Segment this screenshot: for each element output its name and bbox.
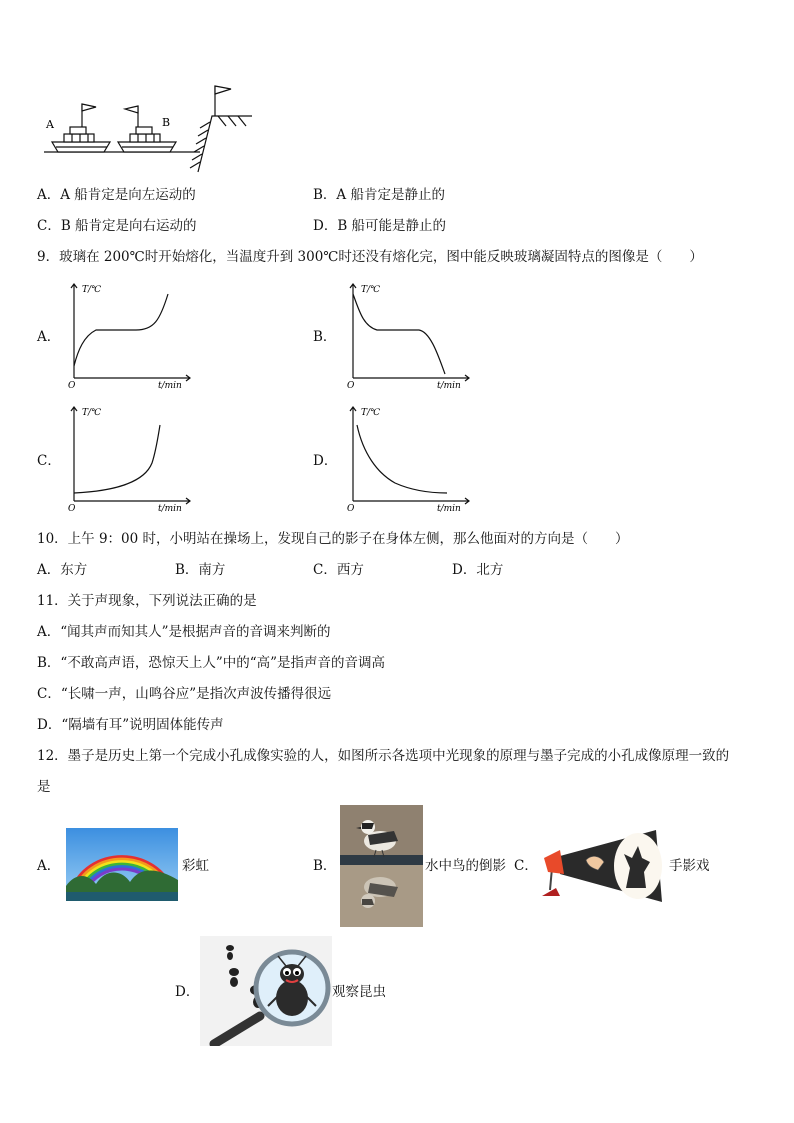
magnifier-insect-image bbox=[200, 936, 332, 1046]
y-axis-label: T/℃ bbox=[361, 408, 381, 418]
q12-caption-b: 水中鸟的倒影 bbox=[425, 858, 506, 874]
q11-option-b[interactable]: B．“不敢高声语，恐惊天上人”中的“高”是指声音的音调高 bbox=[37, 655, 386, 671]
ships-figure bbox=[40, 84, 260, 174]
origin-label: O bbox=[347, 381, 355, 391]
q8-option-a[interactable]: A．A 船肯定是向左运动的 bbox=[37, 187, 196, 203]
q10-option-b[interactable]: B．南方 bbox=[175, 562, 226, 578]
q10-stem: 10．上午 9：00 时，小明站在操场上，发现自己的影子在身体左侧，那么他面对的方向是（ ） bbox=[37, 531, 629, 547]
y-axis-label: T/℃ bbox=[82, 408, 102, 418]
q10-option-c[interactable]: C．西方 bbox=[313, 562, 364, 578]
origin-label: O bbox=[68, 381, 76, 391]
q11-option-d[interactable]: D．“隔墙有耳”说明固体能传声 bbox=[37, 717, 224, 733]
q10-option-a[interactable]: A．东方 bbox=[37, 562, 88, 578]
q11-option-a[interactable]: A．“闻其声而知其人”是根据声音的音调来判断的 bbox=[37, 624, 331, 640]
origin-label: O bbox=[68, 504, 76, 514]
rainbow-image bbox=[66, 828, 178, 901]
graph-d bbox=[343, 403, 473, 515]
q12-caption-a: 彩虹 bbox=[182, 858, 209, 874]
origin-label: O bbox=[347, 504, 355, 514]
hand-shadow-image bbox=[538, 828, 666, 903]
q12-stem-line1: 12．墨子是历史上第一个完成小孔成像实验的人，如图所示各选项中光现象的原理与墨子完成的小孔成像原理一致的 bbox=[37, 748, 730, 764]
x-axis-label: t/min bbox=[437, 504, 461, 514]
q12-option-d[interactable]: D． bbox=[175, 984, 200, 1000]
shore-with-flag bbox=[190, 86, 252, 172]
q12-option-c[interactable]: C． bbox=[514, 858, 538, 874]
q8-option-d[interactable]: D．B 船可能是静止的 bbox=[313, 218, 447, 234]
q8-option-c[interactable]: C．B 船肯定是向右运动的 bbox=[37, 218, 197, 234]
bird-reflection-image bbox=[340, 805, 423, 927]
q12-stem-line2: 是 bbox=[37, 779, 51, 795]
ship-b-label: B bbox=[162, 116, 171, 129]
q9-option-b[interactable]: B． bbox=[313, 329, 337, 345]
q9-option-c[interactable]: C． bbox=[37, 453, 61, 469]
graph-a bbox=[64, 280, 194, 392]
q11-option-c[interactable]: C．“长啸一声，山鸣谷应”是指次声波传播得很远 bbox=[37, 686, 332, 702]
q12-option-a[interactable]: A． bbox=[37, 858, 61, 874]
x-axis-label: t/min bbox=[158, 504, 182, 514]
ship-a bbox=[52, 104, 110, 152]
ship-a-label: A bbox=[46, 118, 54, 131]
q9-option-d[interactable]: D． bbox=[313, 453, 338, 469]
q12-caption-c: 手影戏 bbox=[669, 858, 710, 874]
q12-caption-d: 观察昆虫 bbox=[332, 984, 386, 1000]
q9-stem: 9．玻璃在 200℃时开始熔化，当温度升到 300℃时还没有熔化完，图中能反映玻璃凝固特点的图像是（ ） bbox=[37, 249, 703, 265]
q11-stem: 11．关于声现象，下列说法正确的是 bbox=[37, 593, 257, 609]
graph-b bbox=[343, 280, 473, 392]
x-axis-label: t/min bbox=[437, 381, 461, 391]
x-axis-label: t/min bbox=[158, 381, 182, 391]
q8-option-b[interactable]: B．A 船肯定是静止的 bbox=[313, 187, 445, 203]
q12-option-b[interactable]: B． bbox=[313, 858, 337, 874]
q9-option-a[interactable]: A． bbox=[37, 329, 61, 345]
ship-b bbox=[118, 106, 176, 152]
graph-c bbox=[64, 403, 194, 515]
y-axis-label: T/℃ bbox=[82, 285, 102, 295]
q10-option-d[interactable]: D．北方 bbox=[452, 562, 504, 578]
y-axis-label: T/℃ bbox=[361, 285, 381, 295]
